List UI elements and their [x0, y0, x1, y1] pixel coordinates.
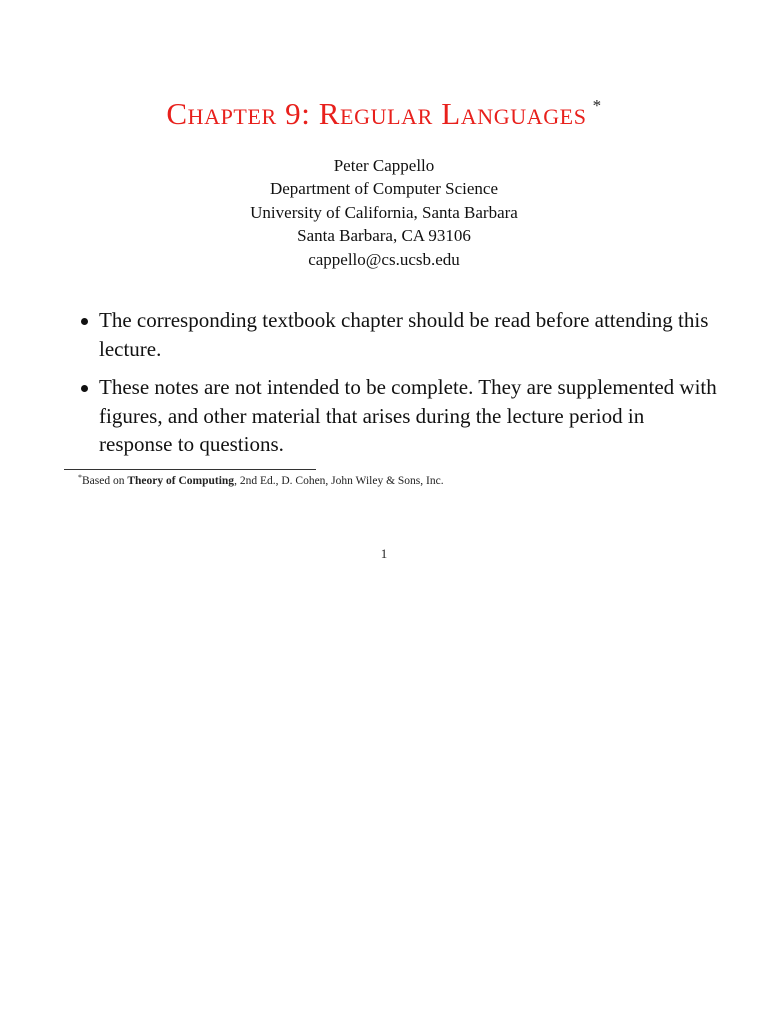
footnote-rule: [64, 469, 316, 470]
chapter-title-text: Chapter 9: Regular Languages: [166, 96, 587, 131]
bullet-text: These notes are not intended to be complete. They are supplemented with figures, and other material that arises during the lecture period in response to questions.: [99, 375, 717, 456]
footnote-marker: *: [78, 473, 82, 482]
bullet-icon: [81, 318, 88, 325]
author-department: Department of Computer Science: [269, 179, 498, 199]
chapter-title: [0, 96, 768, 132]
title-footnote-marker: *: [592, 96, 602, 115]
footnote-prefix: Based on: [82, 475, 128, 487]
bullet-icon: [81, 385, 88, 392]
author-name: Peter Cappello: [333, 156, 435, 175]
footnote: [78, 473, 444, 487]
bullet-list: [78, 306, 718, 469]
author-email: cappello@cs.ucsb.edu: [308, 249, 460, 269]
bullet-item: [78, 373, 718, 459]
footnote-suffix: , 2nd Ed., D. Cohen, John Wiley & Sons, Inc.: [234, 475, 444, 487]
author-university: University of California, Santa Barbara: [250, 202, 518, 222]
footnote-book-title: Theory of Computing: [127, 475, 235, 487]
bullet-item: [78, 306, 718, 363]
author-address: Santa Barbara, CA 93106: [297, 226, 471, 246]
author-block: [0, 154, 768, 271]
page-number: 1: [380, 546, 388, 561]
bullet-text: The corresponding textbook chapter should be read before attending this lecture.: [99, 308, 709, 361]
